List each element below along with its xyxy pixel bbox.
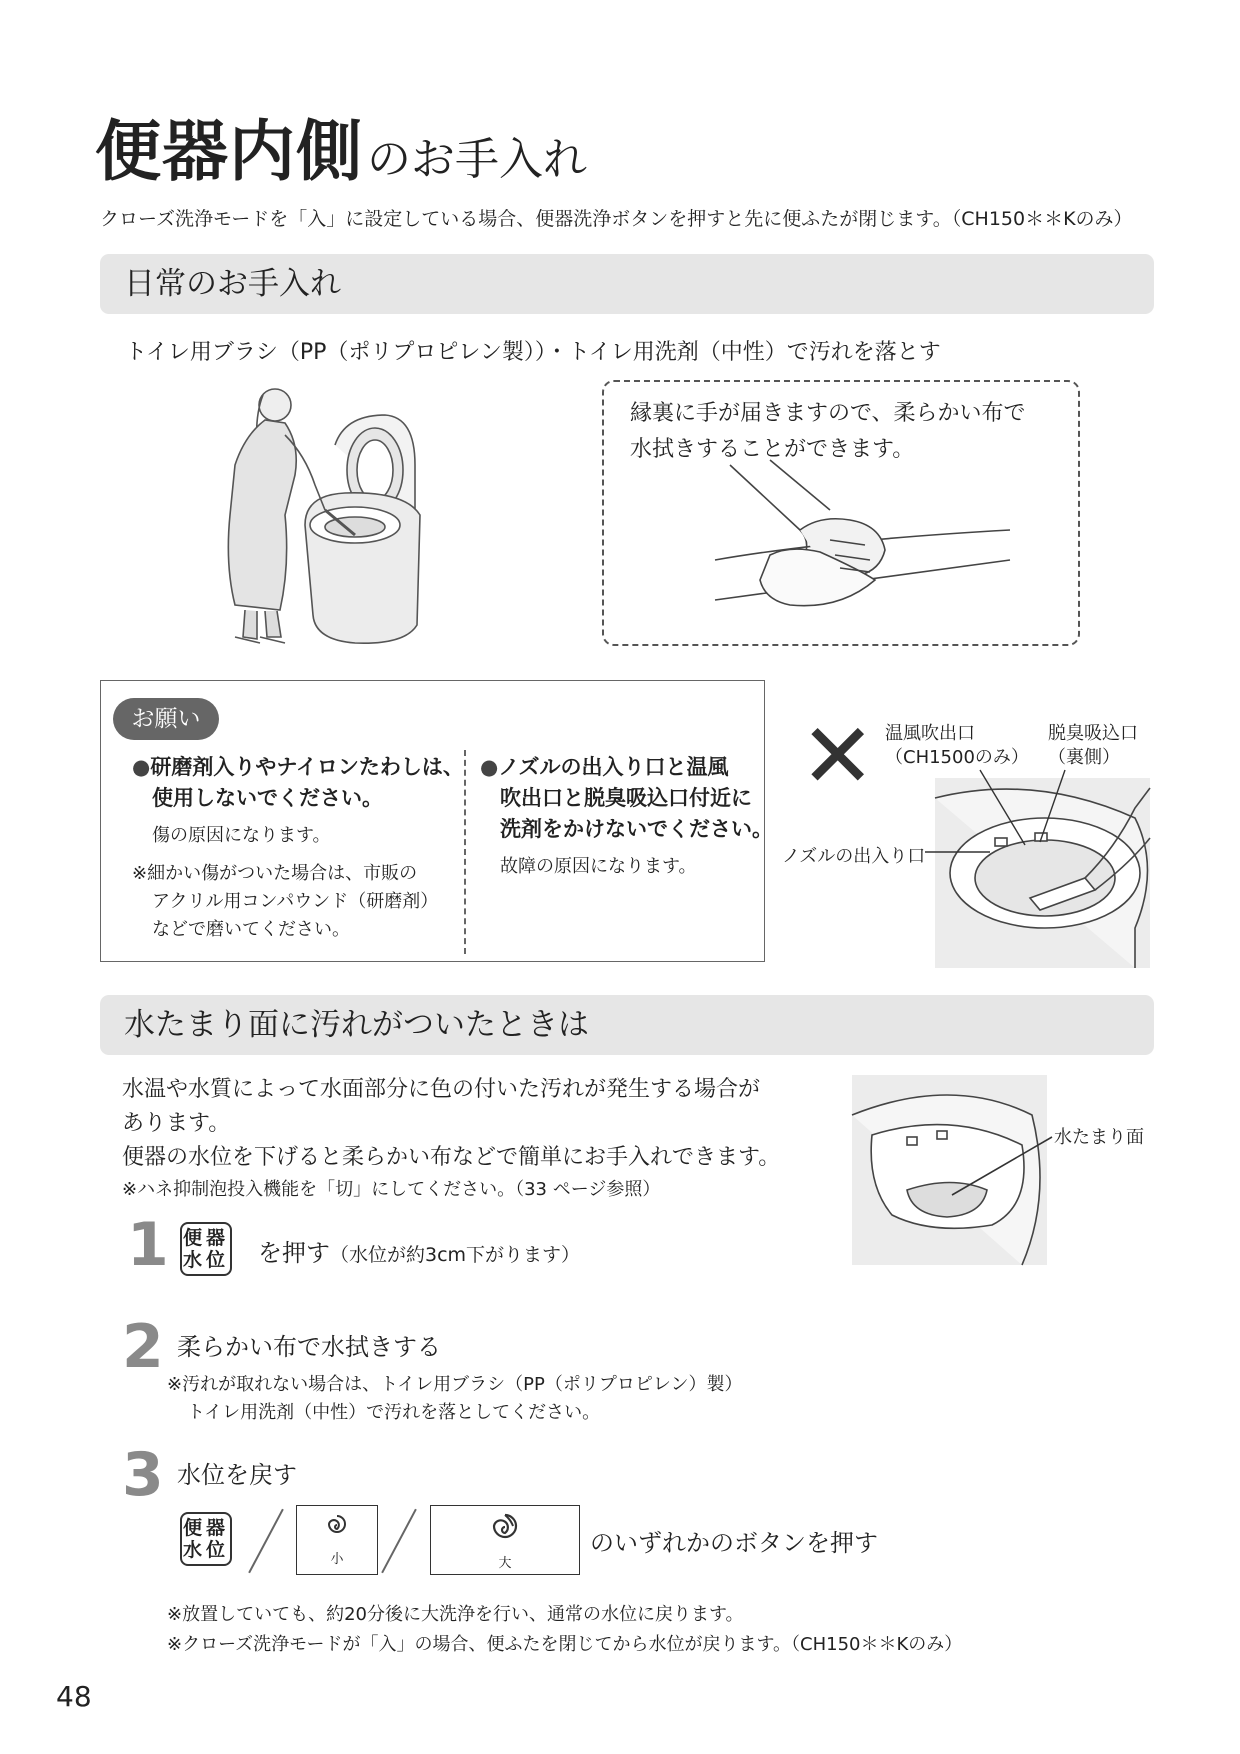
step-1-label: を押す (258, 1239, 330, 1267)
section-heading-daily: 日常のお手入れ (100, 254, 1154, 314)
request-right-reason: 故障の原因になります。 (500, 856, 697, 877)
step-2-text: 柔らかい布で水拭きする (177, 1333, 441, 1361)
footer-note: ※放置していても、約20分後に大洗浄を行い、通常の水位に戻ります。 (167, 1604, 744, 1625)
label-deodorize: 脱臭吸込口 (1048, 723, 1138, 744)
label-deodorizer-intake (1048, 722, 1138, 770)
footer-note: ※クローズ洗浄モードが「入」の場合、便ふたを閉じてから水位が戻ります。（CH150＊＊Kのみ） (167, 1634, 963, 1655)
hand-wiping-illustration (710, 460, 1010, 620)
page-title-sub: のお手入れ (367, 134, 587, 185)
label-deodorize-note: （裏側） (1048, 747, 1120, 768)
tip-line: 水拭きすることができます。 (630, 437, 915, 462)
flush-large-button (430, 1505, 580, 1575)
request-right-heading (480, 752, 773, 845)
page-title-main: 便器内側 (95, 113, 363, 190)
swirl-large-icon (431, 1512, 579, 1546)
request-right-line: 吹出口と脱臭吸込口付近に (500, 786, 752, 810)
step-1-text (258, 1233, 580, 1268)
request-left-note-line: などで磨いてください。 (152, 919, 350, 940)
request-badge: お願い (113, 698, 219, 740)
tip-text (630, 396, 1026, 468)
body-line: あります。 (122, 1111, 231, 1136)
cleaning-woman-illustration (205, 375, 450, 665)
bullet: ● (480, 755, 499, 779)
button-icon-line: 便器 (182, 1227, 229, 1249)
intro-text: クローズ洗浄モードを「入」に設定している場合、便器洗浄ボタンを押すと先に便ふたが閉じます。（CH150＊＊Kのみ） (100, 208, 1133, 230)
water-surface-illustration (852, 1075, 1047, 1265)
button-icon-line: 水位 (182, 1539, 229, 1561)
daily-lead-text: トイレ用ブラシ（PP（ポリプロピレン製））・トイレ用洗剤（中性）で汚れを落とす (125, 340, 941, 365)
step-3-instruction: のいずれかのボタンを押す (590, 1529, 878, 1557)
body-line: 便器の水位を下げると柔らかい布などで簡単にお手入れできます。 (122, 1145, 781, 1170)
step-3-number: 3 (122, 1440, 164, 1510)
request-divider (464, 750, 466, 954)
button-icon-line: 水位 (182, 1249, 229, 1271)
request-right-line: 洗剤をかけないでください。 (500, 817, 773, 841)
flush-small-label: 小 (330, 1552, 344, 1567)
label-nozzle-opening: ノズルの出入り口 (782, 846, 926, 867)
label-warm-air-outlet (885, 722, 1029, 770)
request-left-note-line: ※細かい傷がついた場合は、市販の (132, 863, 418, 884)
request-left-note-line: アクリル用コンパウンド（研磨剤） (152, 891, 439, 912)
label-warm-air: 温風吹出口 (885, 723, 975, 744)
tip-line: 縁裏に手が届きますので、柔らかい布で (630, 401, 1026, 426)
separator-slash (381, 1509, 417, 1574)
step-2-note-line: トイレ用洗剤（中性）で汚れを落としてください。 (187, 1402, 601, 1423)
bullet: ● (132, 755, 151, 779)
request-right (480, 752, 773, 881)
toilet-water-level-button-icon (180, 1512, 232, 1566)
separator-slash (248, 1509, 284, 1574)
prohibited-mark-icon: ✕ (800, 704, 876, 809)
page-title (95, 98, 587, 193)
footer-notes (167, 1600, 962, 1660)
leader-lines (925, 770, 1075, 870)
request-left-heading (132, 752, 462, 814)
request-left-line: 使用しないでください。 (152, 786, 383, 810)
step-1-number: 1 (127, 1210, 169, 1280)
page-number: 48 (56, 1680, 92, 1713)
step-3-text: 水位を戻す (177, 1461, 297, 1489)
flush-large-label: 大 (498, 1556, 512, 1571)
button-icon-line: 便器 (182, 1517, 229, 1539)
label-warm-air-note: （CH1500のみ） (885, 747, 1029, 768)
body-line: 水温や水質によって水面部分に色の付いた汚れが発生する場合が (122, 1077, 761, 1102)
water-surface-body (122, 1073, 780, 1175)
request-left (132, 752, 462, 944)
step-2-note (167, 1371, 742, 1427)
section-heading-water-surface: 水たまり面に汚れがついたときは (100, 995, 1154, 1055)
toilet-water-level-button-icon (180, 1222, 232, 1276)
label-water-surface: 水たまり面 (1054, 1127, 1144, 1148)
request-left-note (132, 860, 462, 944)
step-2-number: 2 (122, 1312, 164, 1382)
swirl-small-icon (297, 1512, 377, 1542)
step-1-note: （水位が約3cm下がります） (330, 1244, 581, 1266)
water-surface-note: ※ハネ抑制泡投入機能を「切」にしてください。（33 ページ参照） (122, 1179, 661, 1200)
step-2-note-line: ※汚れが取れない場合は、トイレ用ブラシ（PP（ポリプロピレン）製） (167, 1374, 743, 1395)
request-left-reason: 傷の原因になります。 (152, 825, 331, 846)
request-left-line: 研磨剤入りやナイロンたわしは、 (150, 755, 464, 779)
request-right-line: ノズルの出入り口と温風 (498, 755, 729, 779)
flush-small-button (296, 1505, 378, 1575)
